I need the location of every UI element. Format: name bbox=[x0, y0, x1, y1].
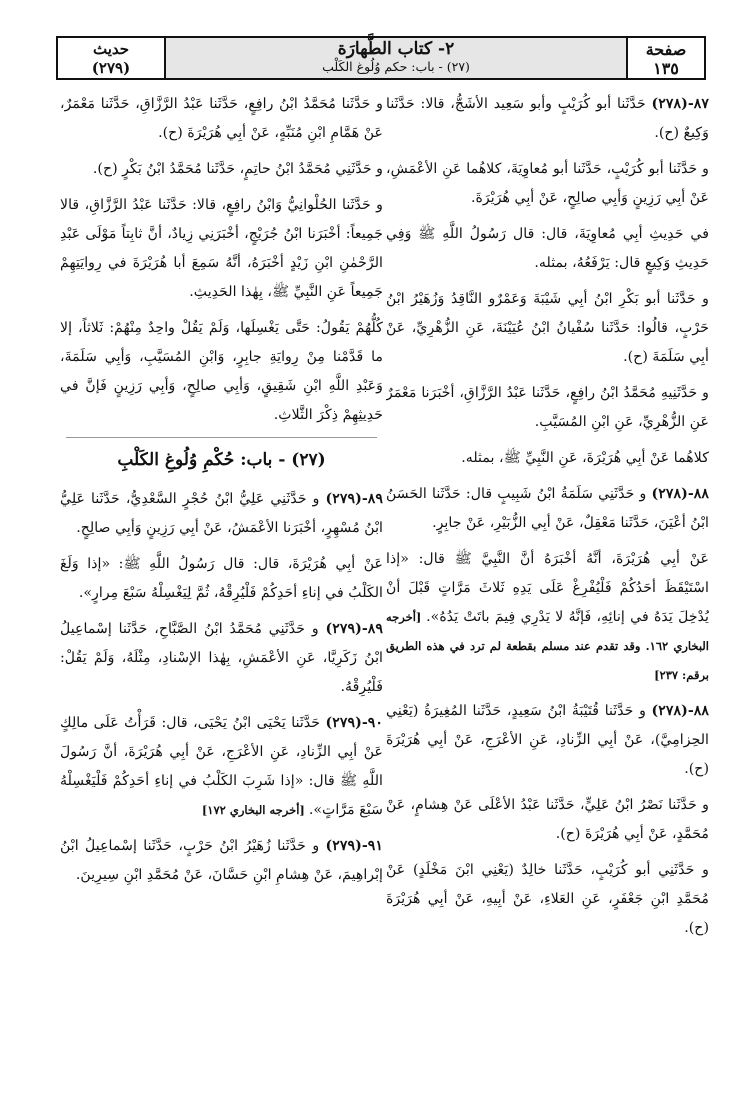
source-reference: [أخرجه البخاري ١٦٢. وقد تقدم عند مسلم بقطعة لم ترد في هذه الطريق برقم: ٢٣٧] bbox=[386, 610, 709, 682]
paragraph: ٩١-(٢٧٩) و حَدَّثَنا زُهَيْرُ ابْنُ حَرْبٍ، حَدَّثَنا إسْماعِيلُ ابْنُ إبْراهِيمَ، عَنْ هِشامِ ابْنِ حَسَّانَ، عَنْ مُحَمَّدِ ابْنِ سِيرِينَ. bbox=[60, 838, 383, 883]
paragraph: ٨٨-(٢٧٨) و حَدَّثَنا قُتَيْبَةُ ابْنُ سَعِيدٍ، حَدَّثَنا المُغِيرَةُ (يَعْنِي الحِزامِيَّ)، عَنْ أبِي الزِّنادِ، عَنِ الأعْرَجِ، عَنْ أبِي هُرَيْرَةَ (ح). bbox=[386, 703, 709, 777]
left-column bbox=[60, 90, 383, 1100]
hadith-ref-number: ٩١-(٢٧٩) bbox=[325, 838, 383, 854]
page-number-box bbox=[626, 36, 706, 80]
paragraph: و حَدَّثَنا أبو بَكْرِ ابْنُ أبِي شَيْبَةَ وَعَمْرٌو النَّاقِدُ وَزُهَيْرُ ابْنُ حَرْبٍ، قالُوا: حَدَّثَنا سُفْيانُ ابْنُ عُيَيْنَةَ، عَنِ الزُّهْرِيِّ، عَنْ أبِي سَلَمَةَ (ح). bbox=[386, 291, 709, 365]
hadith-label: حديث bbox=[92, 40, 130, 58]
paragraph: و حَدَّثَنِيهِ مُحَمَّدُ ابْنُ رافِعٍ، حَدَّثَنا عَبْدُ الرَّزَّاقِ، أخْبَرَنا مَعْمَرٌ عَنِ الزُّهْرِيِّ، عَنِ ابْنِ المُسَيَّبِ. bbox=[386, 385, 709, 430]
paragraph: في حَدِيثِ أبِي مُعاوِيَةَ، قال: قال رَسُولُ اللَّهِ ﷺ وَفِي حَدِيثِ وَكِيعٍ قال: يَرْفَعُهُ، بمثله. bbox=[386, 226, 709, 271]
paragraph: و حَدَّثَنا أبو كُرَيْبٍ، حَدَّثَنا أبو مُعاوِيَةَ، كلاهُما عَنِ الأعْمَشِ، عَنْ أبِي رَزِينٍ وَأبِي صالِحٍ، عَنْ أبِي هُرَيْرَةَ. bbox=[386, 161, 709, 206]
page-number: ١٣٥ bbox=[653, 59, 679, 78]
paragraph: و حَدَّثَنِي أبو كُرَيْبٍ، حَدَّثَنا خالِدٌ (يَعْنِي ابْنَ مَخْلَدٍ) عَنْ مُحَمَّدِ ابْنِ جَعْفَرٍ، عَنِ العَلاءِ، عَنْ أبِيهِ، عَنْ أبِي هُرَيْرَةَ (ح). bbox=[386, 862, 709, 936]
paragraph: و حَدَّثَنا نَصْرُ ابْنُ عَلِيٍّ، حَدَّثَنا عَبْدُ الأعْلَى عَنْ هِشامٍ، عَنْ مُحَمَّدٍ، عَنْ أبِي هُرَيْرَةَ (ح). bbox=[386, 797, 709, 842]
hadith-ref-number: ٨٨-(٢٧٨) bbox=[651, 703, 709, 719]
paragraph: ٨٩-(٢٧٩) و حَدَّثَنِي مُحَمَّدُ ابْنُ الصَّبَّاحِ، حَدَّثَنا إسْماعِيلُ ابْنُ زَكَرِيَّا، عَنِ الأعْمَشِ، بِهٰذا الإسْنادِ، مِثْلَهُ، وَلَمْ يَقُلْ: فَلْيُرِقْهُ. bbox=[60, 621, 383, 695]
page-header bbox=[56, 36, 706, 82]
hadith-number: (٢٧٩) bbox=[91, 59, 131, 77]
right-column bbox=[386, 90, 709, 1100]
paragraph: و حَدَّثَنا مُحَمَّدُ ابْنُ رافِعٍ، حَدَّثَنا عَبْدُ الرَّزَّاقِ، حَدَّثَنا مَعْمَرٌ، عَنْ هَمَّامِ ابْنِ مُنَبِّهٍ، عَنْ أبِي هُرَيْرَةَ (ح). bbox=[60, 96, 383, 141]
hadith-ref-number: ٨٧-(٢٧٨) bbox=[651, 96, 709, 112]
hadith-ref-number: ٩٠-(٢٧٩) bbox=[325, 715, 383, 731]
section-divider bbox=[66, 437, 377, 438]
source-reference: [أخرجه البخاري ١٧٢] bbox=[201, 803, 309, 817]
paragraph: كلاهُما عَنْ أبِي هُرَيْرَةَ، عَنِ النَّبِيِّ ﷺ، بمثله. bbox=[461, 450, 709, 466]
running-title bbox=[166, 36, 626, 80]
paragraph: ٩٠-(٢٧٩) حَدَّثَنا يَحْيَى ابْنُ يَحْيَى، قال: قَرَأْتُ عَلَى مالِكٍ عَنْ أبِي الزِّنادِ، عَنِ الأعْرَجِ، عَنْ أبِي هُرَيْرَةَ، أنَّ رَسُولَ اللَّهِ ﷺ قال: «إذا شَرِبَ الكَلْبُ في إناءِ أحَدِكُمْ فَلْيَغْسِلْهُ سَبْعَ مَرَّاتٍ». [أخرجه البخاري ١٧٢] bbox=[60, 715, 383, 818]
paragraph: عَنْ أبِي هُرَيْرَةَ، قال: قال رَسُولُ اللَّهِ ﷺ: «إذا وَلَغَ الكَلْبُ في إناءِ أحَدِكُمْ فَلْيُرِقْهُ، ثُمَّ لِيَغْسِلْهُ سَبْعَ مِرارٍ». bbox=[60, 556, 383, 601]
page-label: صفحة bbox=[645, 40, 687, 59]
hadith-ref-number: ٨٨-(٢٧٨) bbox=[651, 486, 709, 502]
book-title: ٢- كتاب الطَّهارَة bbox=[337, 39, 455, 59]
paragraph: و حَدَّثَنا الحُلْوانِيُّ وَابْنُ رافِعٍ، قالا: حَدَّثَنا عَبْدُ الرَّزَّاقِ، قالا جَمِيعاً: أخْبَرَنا ابْنُ جُرَيْجٍ، أخْبَرَنِي زِيادٌ، أنَّ ثابِتاً مَوْلَى عَبْدِ الرَّحْمٰنِ ابْنِ زَيْدٍ أخْبَرَهُ، أنَّهُ سَمِعَ أبا هُرَيْرَةَ في رِوايَتِهِمْ جَمِيعاً عَنِ النَّبِيِّ ﷺ، بِهٰذا الحَدِيثِ. bbox=[60, 197, 383, 300]
paragraph: كُلُّهُمْ يَقُولُ: حَتَّى يَغْسِلَها، وَلَمْ يَقُلْ واحِدٌ مِنْهُمْ: ثَلاثاً، إلا ما قَدَّمْنا مِنْ رِوايَةِ جابِرٍ، وَابْنِ المُسَيَّبِ، وَأبِي سَلَمَةَ، وَعَبْدِ اللَّهِ ابْنِ شَقِيقٍ، وَأبِي صالِحٍ، وَأبِي رَزِينٍ فَإنَّ في حَدِيثِهِمْ ذِكْرَ الثَّلاثِ. bbox=[60, 320, 383, 423]
hadith-ref-number: ٨٩-(٢٧٩) bbox=[325, 491, 383, 507]
paragraph: ٨٧-(٢٧٨) حَدَّثَنا أبو كُرَيْبٍ وأبو سَعِيد الأشَجُّ، قالا: حَدَّثَنا وَكِيعٌ (ح). bbox=[386, 96, 709, 141]
hadith-number-box bbox=[56, 36, 166, 80]
paragraph: ٨٩-(٢٧٩) و حَدَّثَنِي عَلِيُّ ابْنُ حُجْرٍ السَّعْدِيُّ، حَدَّثَنا عَلِيُّ ابْنُ مُسْهِرٍ، أخْبَرَنا الأعْمَشُ، عَنْ أبِي رَزِينٍ وَأبِي صالِحٍ. bbox=[60, 491, 383, 536]
paragraph: و حَدَّثَنِي مُحَمَّدُ ابْنُ حاتِمٍ، حَدَّثَنا مُحَمَّدُ ابْنُ بَكْرٍ (ح). bbox=[92, 161, 383, 177]
chapter-title: (٢٧) - باب: حكم وُلُوغ الكَلْب bbox=[322, 59, 470, 74]
chapter-heading: (٢٧) - باب: حُكْمِ وُلُوغِ الكَلْبِ bbox=[117, 450, 326, 470]
hadith-ref-number: ٨٩-(٢٧٩) bbox=[325, 621, 383, 637]
paragraph: عَنْ أبِي هُرَيْرَةَ، أنَّهُ أخْبَرَهُ أنَّ النَّبِيَّ ﷺ قال: «إذا اسْتَيْقَظَ أحَدُكُمْ فَلْيُفْرِغْ عَلَى يَدِهِ ثَلاثَ مَرَّاتٍ قَبْلَ أنْ يُدْخِلَ يَدَهُ في إنائِهِ، فَإنَّهُ لا يَدْرِي فِيمَ باتَتْ يَدُهُ». [أخرجه البخاري ١٦٢. وقد تقدم عند مسلم بقطعة لم ترد في هذه الطريق برقم: ٢٣٧] bbox=[386, 551, 709, 682]
paragraph: ٨٨-(٢٧٨) و حَدَّثَنِي سَلَمَةُ ابْنُ شَبِيبٍ قال: حَدَّثَنا الحَسَنُ ابْنُ أعْيَنَ، حَدَّثَنا مَعْقِلٌ، عَنْ أبِي الزُّبَيْرِ، عَنْ جابِرٍ. bbox=[386, 486, 709, 531]
